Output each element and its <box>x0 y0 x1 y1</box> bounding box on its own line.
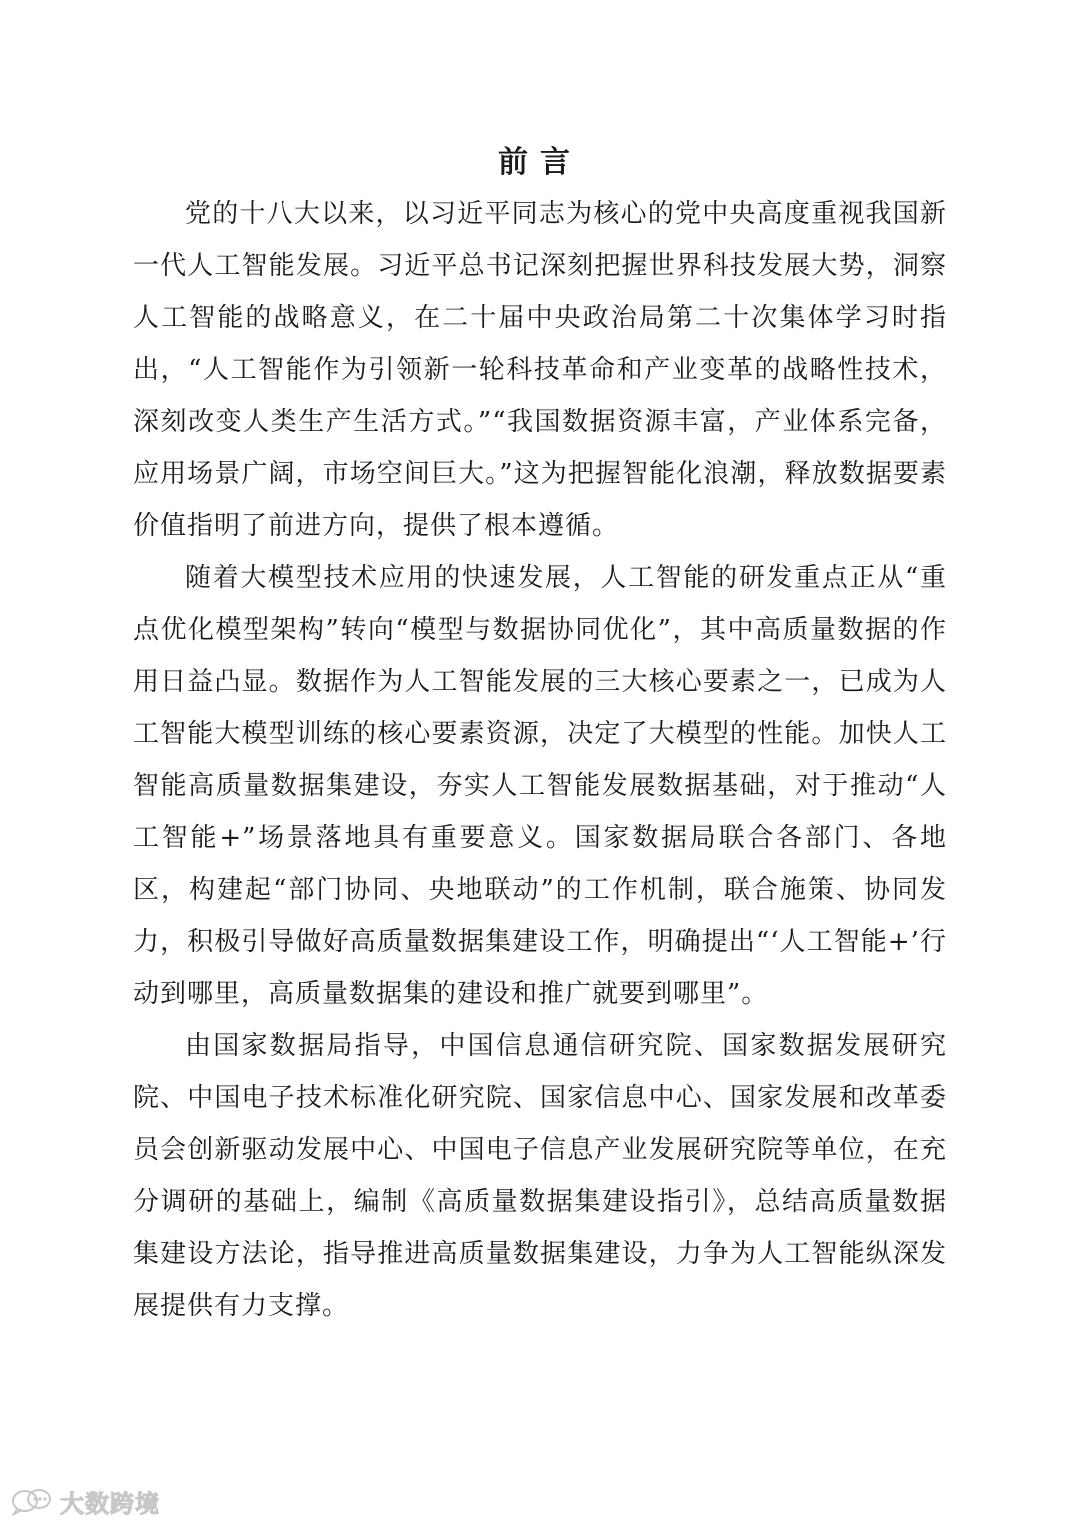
paragraph-2: 随着大模型技术应用的快速发展，人工智能的研发重点正从“重点优化模型架构”转向“模型与数据协同优化”，其中高质量数据的作用日益凸显。数据作为人工智能发展的三大核心要素之一，已成为人工智能大模型训练的核心要素资源，决定了大模型的性能。加快人工智能高质量数据集建设，夯实人工智能发展数据基础，对于推动“人工智能+”场景落地具有重要意义。国家数据局联合各部门、各地区，构建起“部门协同、央地联动”的工作机制，联合施策、协同发力，积极引导做好高质量数据集建设工作，明确提出“‘人工智能+’行动到哪里，高质量数据集的建设和推广就要到哪里”。 <box>133 563 947 1009</box>
document-body <box>133 188 947 1332</box>
watermark <box>10 1484 160 1518</box>
chat-bubbles-logo-icon <box>10 1486 54 1516</box>
paragraph-1: 党的十八大以来，以习近平同志为核心的党中央高度重视我国新一代人工智能发展。习近平总书记深刻把握世界科技发展大势，洞察人工智能的战略意义，在二十届中央政治局第二十次集体学习时指出，“人工智能作为引领新一轮科技革命和产业变革的战略性技术，深刻改变人类生产生活方式。”“我国数据资源丰富，产业体系完备，应用场景广阔，市场空间巨大。”这为把握智能化浪潮，释放数据要素价值指明了前进方向，提供了根本遵循。 <box>133 199 947 541</box>
page-title: 前言 <box>498 145 582 180</box>
watermark-text: 大数跨境 <box>60 1489 160 1518</box>
paragraph-3: 由国家数据局指导，中国信息通信研究院、国家数据发展研究院、中国电子技术标准化研究院、国家信息中心、国家发展和改革委员会创新驱动发展中心、中国电子信息产业发展研究院等单位，在充分调研的基础上，编制《高质量数据集建设指引》，总结高质量数据集建设方法论，指导推进高质量数据集建设，力争为人工智能纵深发展提供有力支撑。 <box>133 1031 947 1321</box>
